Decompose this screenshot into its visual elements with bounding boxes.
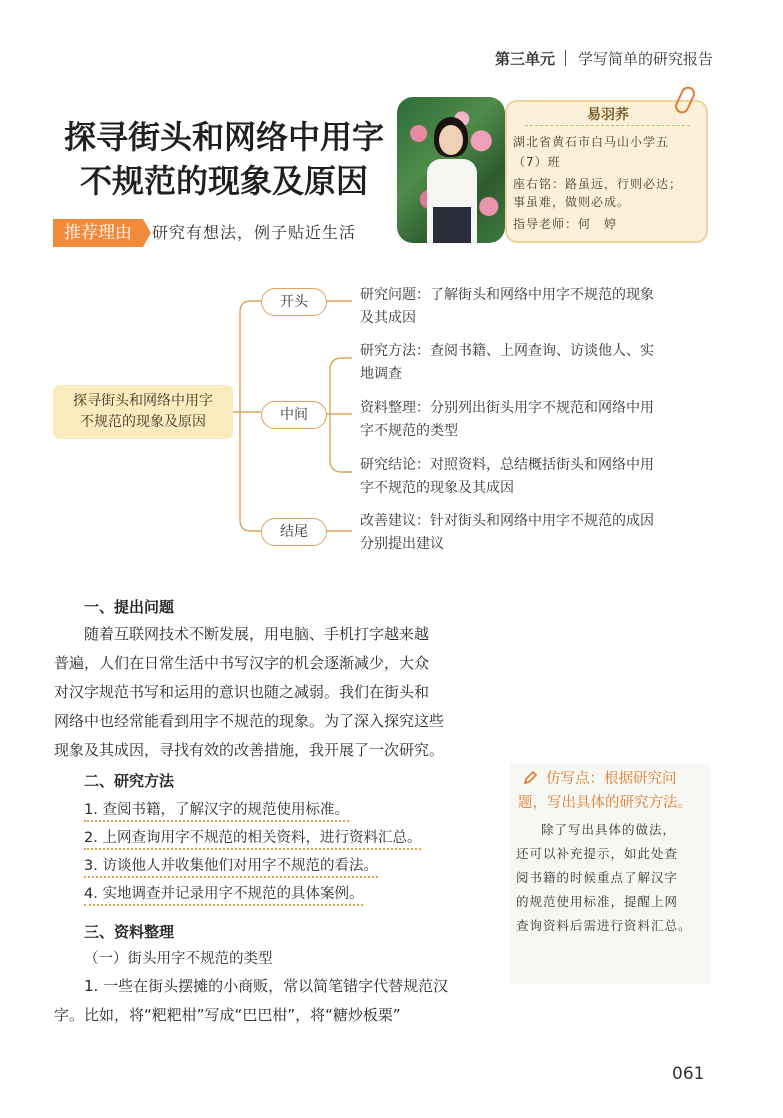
section-2-heading: 二、研究方法 <box>84 772 175 790</box>
method-item-2: 2. 上网查询用字不规范的相关资料，进行资料汇总。 <box>84 826 421 847</box>
side-note-heading-1: 仿写点：根据研究问 <box>546 771 677 787</box>
mindmap-leaf-method: 研究方法：查阅书籍、上网查询、访谈他人、实 地调查 <box>360 343 654 382</box>
mindmap-leaf-suggest: 改善建议：针对街头和网络中用字不规范的成因 分别提出建议 <box>360 513 654 552</box>
section-1-paragraph: 随着互联网技术不断发展，用电脑、手机打字越来越 普遍，人们在日常生活中书写汉字的机会逐渐减少，大众 对汉字规范书写和运用的意识也随之减弱。我们在街头和 网络中也经常能看到用字不规范的现象。为了深入探究这些 现象及其成因，寻找有效的改善措施，我开展了一次研究。 <box>54 625 445 759</box>
method-item-4: 4. 实地调查并记录用字不规范的具体案例。 <box>84 882 363 903</box>
mindmap-root-line-1: 探寻街头和网络中用字 <box>73 393 213 409</box>
unit-label: 第三单元 <box>495 50 556 68</box>
author-school-2: （7）班 <box>513 155 561 169</box>
mindmap-node-middle: 中间 <box>261 401 327 429</box>
author-motto-2: 事虽难，做则必成。 <box>513 195 631 209</box>
method-item-1: 1. 查阅书籍，了解汉字的规范使用标准。 <box>84 798 349 819</box>
mindmap-leaf-conclusion: 研究结论：对照资料，总结概括街头和网络中用 字不规范的现象及其成因 <box>360 457 654 496</box>
author-school-1: 湖北省黄石市白马山小学五 <box>513 135 670 149</box>
side-note-text: 除了写出具体的做法， 还可以补充提示，如此处查 阅书籍的时候重点了解汉字 的规范使用标准，提醒上网 查询资料后需进行资料汇总。 <box>516 822 692 933</box>
section-1-heading: 一、提出问题 <box>84 598 175 616</box>
mindmap-root <box>53 385 233 439</box>
mindmap-leaf-question: 研究问题：了解街头和网络中用字不规范的现象 及其成因 <box>360 287 654 326</box>
article-title-line-2: 不规范的现象及原因 <box>79 162 368 200</box>
side-note-heading-2: 题，写出具体的研究方法。 <box>518 795 692 811</box>
mindmap-leaf-organize: 资料整理：分别列出街头用字不规范和网络中用 字不规范的类型 <box>360 400 654 439</box>
author-name: 易羽荞 <box>587 107 629 123</box>
article-title-line-1: 探寻街头和网络中用字 <box>63 118 384 156</box>
recommend-tag: 推荐理由 <box>53 219 143 247</box>
method-item-3: 3. 访谈他人并收集他们对用字不规范的看法。 <box>84 854 378 875</box>
author-motto-1: 座右铭：路虽远，行则必达； <box>513 177 683 191</box>
mindmap-node-start: 开头 <box>261 288 327 316</box>
unit-title: 学写简单的研究报告 <box>578 50 714 68</box>
page-number: 061 <box>672 1064 705 1084</box>
section-3-subheading: （一）街头用字不规范的类型 <box>84 951 273 967</box>
recommend-text: 研究有想法，例子贴近生活 <box>152 223 357 242</box>
author-teacher: 指导老师：何 婷 <box>513 217 618 231</box>
mindmap-node-end: 结尾 <box>261 518 327 546</box>
section-3-heading: 三、资料整理 <box>84 923 175 941</box>
mindmap-root-line-2: 不规范的现象及原因 <box>80 414 206 430</box>
section-3-paragraph: 1. 一些在街头摆摊的小商贩，常以简笔错字代替规范汉 字。比如，将“粑粑柑”写成“巴巴柑”，将“糖炒板栗” <box>54 977 449 1024</box>
